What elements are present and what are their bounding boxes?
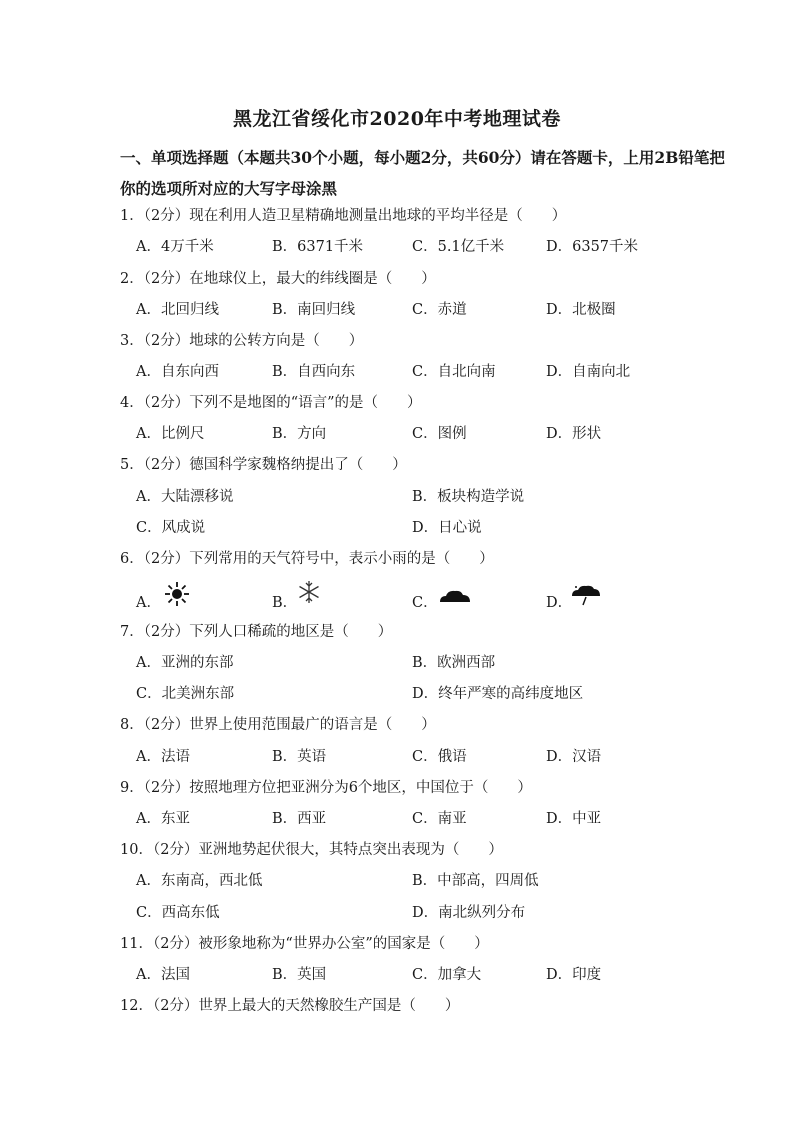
q3-option-a[interactable]: A．自东向西 (136, 364, 219, 380)
q11-option-d[interactable]: D．印度 (546, 967, 602, 983)
q5-option-b[interactable]: B．板块构造学说 (412, 489, 525, 505)
q5-option-c[interactable]: C．风成说 (136, 520, 206, 536)
q4-option-c[interactable]: C．图例 (412, 426, 467, 442)
question-6: 6．（2分）下列常用的天气符号中，表示小雨的是（ ） (120, 551, 494, 567)
q7-option-d[interactable]: D．终年严寒的高纬度地区 (412, 686, 584, 702)
q10-option-b[interactable]: B．中部高，四周低 (412, 873, 539, 889)
q8-option-b[interactable]: B．英语 (272, 749, 327, 765)
q11-option-c[interactable]: C．加拿大 (412, 967, 482, 983)
light-rain-icon (570, 583, 602, 609)
q1-option-b[interactable]: B．6371千米 (272, 239, 364, 255)
q7-option-c[interactable]: C．北美洲东部 (136, 686, 235, 702)
question-8: 8．（2分）世界上使用范围最广的语言是（ ） (120, 717, 436, 733)
q10-option-a[interactable]: A．东南高，西北低 (136, 873, 263, 889)
question-10: 10．（2分）亚洲地势起伏很大，其特点突出表现为（ ） (120, 842, 503, 858)
q4-option-a[interactable]: A．比例尺 (136, 426, 205, 442)
q4-option-b[interactable]: B．方向 (272, 426, 327, 442)
question-1: 1．（2分）现在利用人造卫星精确地测量出地球的平均半径是（ ） (120, 208, 567, 224)
q7-option-b[interactable]: B．欧洲西部 (412, 655, 496, 671)
q2-option-a[interactable]: A．北回归线 (136, 302, 219, 318)
q10-option-c[interactable]: C．西高东低 (136, 905, 220, 921)
question-4: 4．（2分）下列不是地图的“语言”的是（ ） (120, 395, 422, 411)
q11-option-b[interactable]: B．英国 (272, 967, 327, 983)
question-12: 12．（2分）世界上最大的天然橡胶生产国是（ ） (120, 998, 460, 1014)
question-5: 5．（2分）德国科学家魏格纳提出了（ ） (120, 457, 407, 473)
question-3: 3．（2分）地球的公转方向是（ ） (120, 333, 364, 349)
q4-option-d[interactable]: D．形状 (546, 426, 602, 442)
q6-option-a[interactable]: A． (136, 595, 161, 611)
q10-option-d[interactable]: D．南北纵列分布 (412, 905, 526, 921)
q6-option-c[interactable]: C． (412, 595, 438, 611)
q5-option-d[interactable]: D．日心说 (412, 520, 482, 536)
q7-option-a[interactable]: A．亚洲的东部 (136, 655, 234, 671)
q9-option-d[interactable]: D．中亚 (546, 811, 602, 827)
q1-option-d[interactable]: D．6357千米 (546, 239, 639, 255)
section-heading-line-1: 一、单项选择题（本题共30个小题，每小题2分，共60分）请在答题卡，上用2B铅笔把 (120, 148, 725, 167)
q3-option-c[interactable]: C．自北向南 (412, 364, 496, 380)
snowflake-icon (296, 579, 322, 605)
q6-option-d[interactable]: D． (546, 595, 573, 611)
q9-option-a[interactable]: A．东亚 (136, 811, 190, 827)
cloud-icon (438, 587, 472, 605)
page-title: 黑龙江省绥化市2020年中考地理试卷 (233, 108, 561, 130)
question-11: 11．（2分）被形象地称为“世界办公室”的国家是（ ） (120, 936, 489, 952)
q8-option-a[interactable]: A．法语 (136, 749, 190, 765)
q11-option-a[interactable]: A．法国 (136, 967, 190, 983)
q2-option-b[interactable]: B．南回归线 (272, 302, 356, 318)
q3-option-b[interactable]: B．自西向东 (272, 364, 356, 380)
question-9: 9．（2分）按照地理方位把亚洲分为6个地区，中国位于（ ） (120, 780, 532, 796)
q6-option-b[interactable]: B． (272, 595, 298, 611)
q8-option-c[interactable]: C．俄语 (412, 749, 467, 765)
sun-icon (164, 581, 190, 607)
q9-option-c[interactable]: C．南亚 (412, 811, 467, 827)
q3-option-d[interactable]: D．自南向北 (546, 364, 631, 380)
section-heading-line-2: 你的选项所对应的大写字母涂黑 (120, 179, 338, 198)
q1-option-c[interactable]: C．5.1亿千米 (412, 239, 505, 255)
q5-option-a[interactable]: A．大陆漂移说 (136, 489, 234, 505)
question-7: 7．（2分）下列人口稀疏的地区是（ ） (120, 624, 393, 640)
q1-option-a[interactable]: A．4万千米 (136, 239, 214, 255)
q8-option-d[interactable]: D．汉语 (546, 749, 602, 765)
q9-option-b[interactable]: B．西亚 (272, 811, 327, 827)
q2-option-d[interactable]: D．北极圈 (546, 302, 616, 318)
question-2: 2．（2分）在地球仪上，最大的纬线圈是（ ） (120, 271, 436, 287)
q2-option-c[interactable]: C．赤道 (412, 302, 467, 318)
